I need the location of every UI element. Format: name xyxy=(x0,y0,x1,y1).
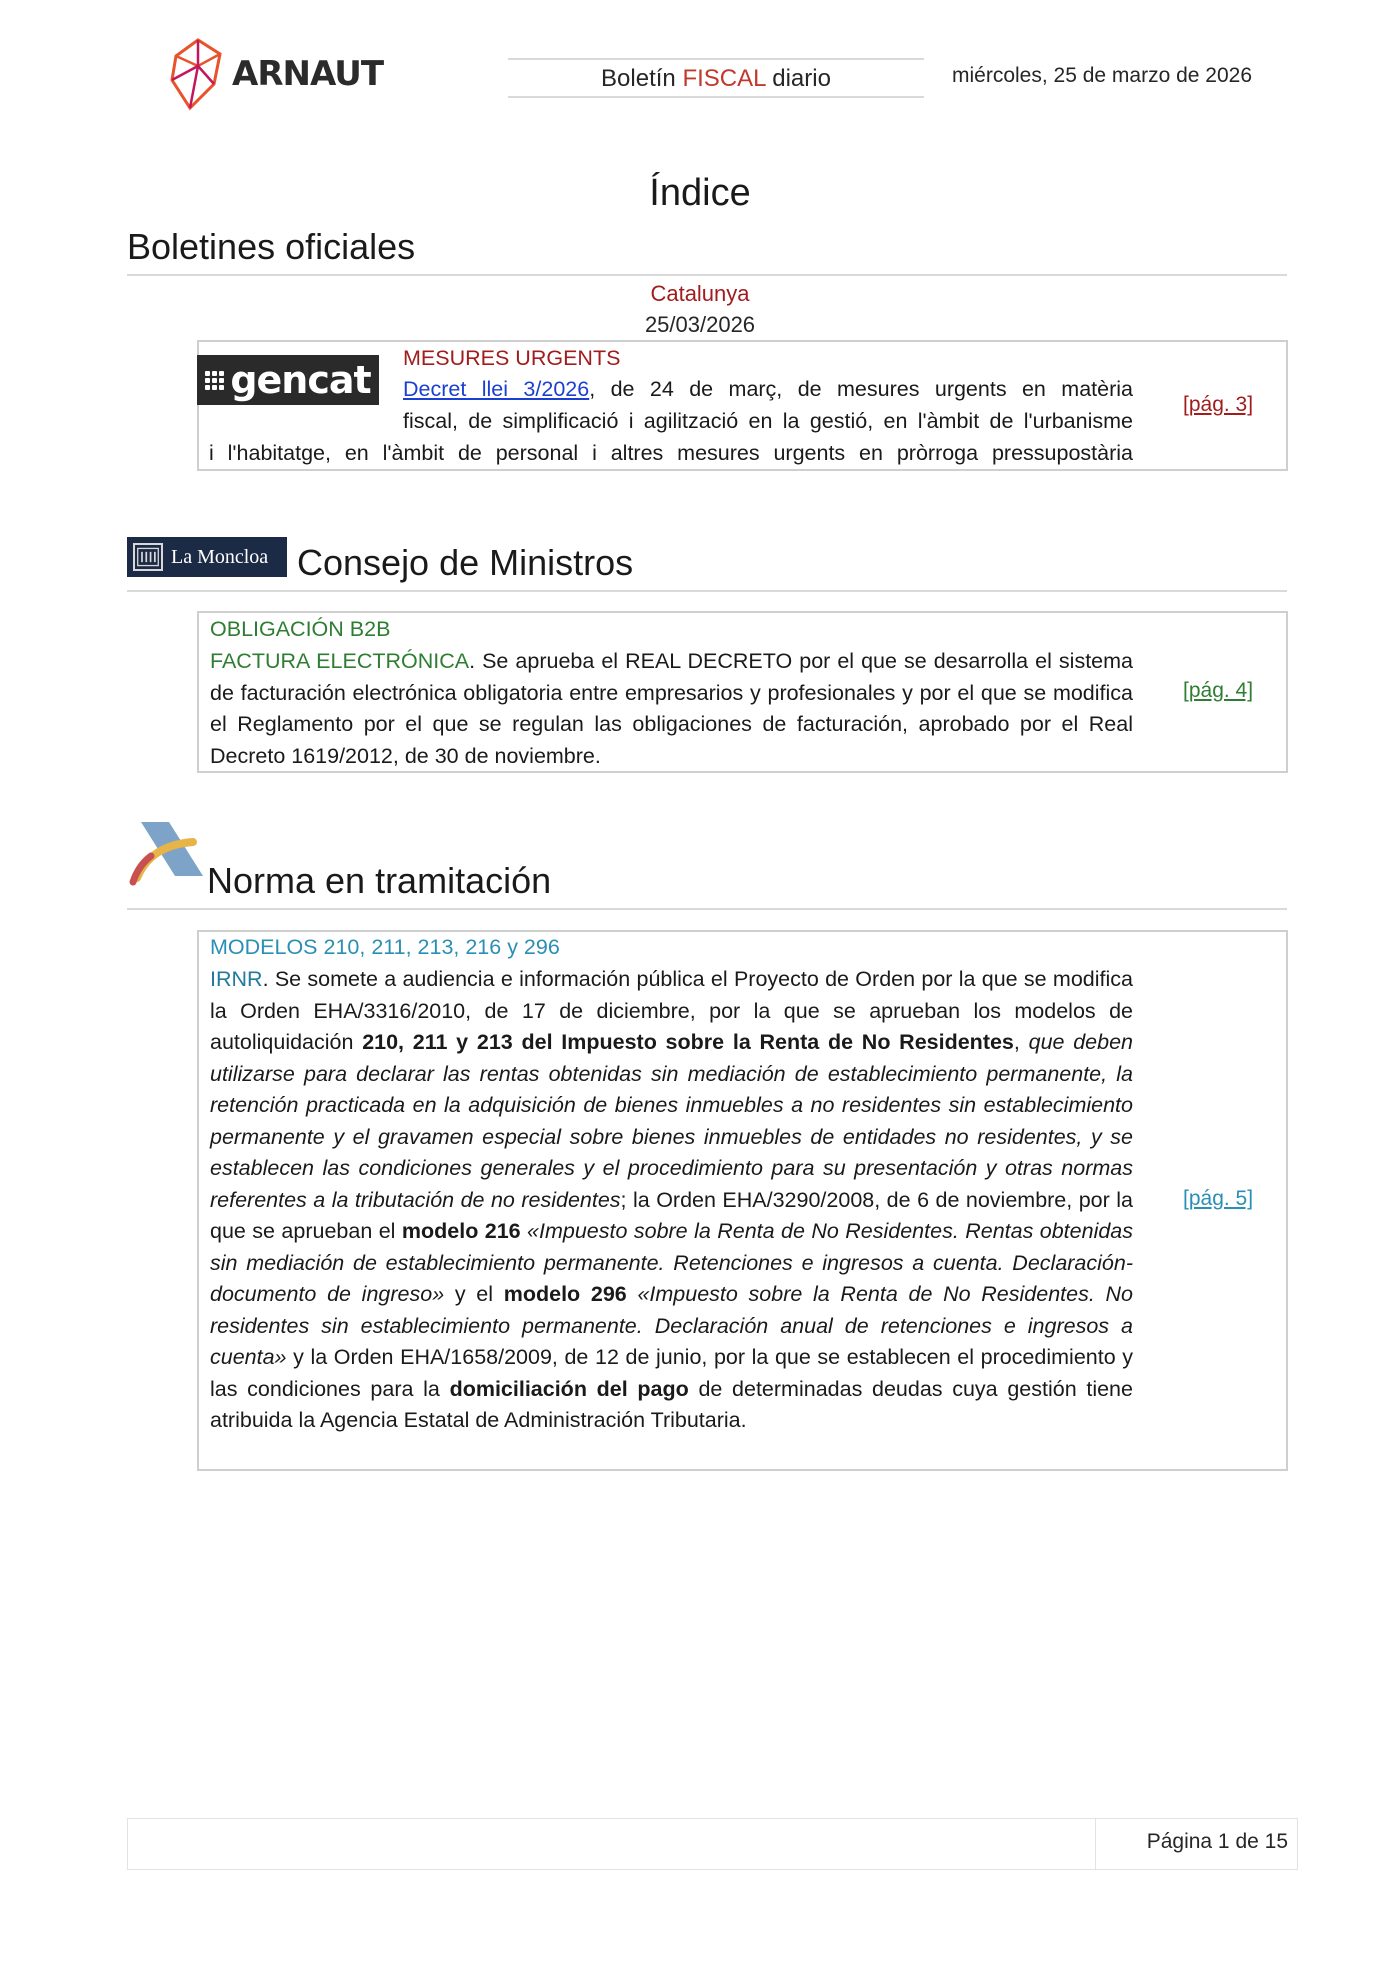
section-divider xyxy=(127,274,1287,276)
section-title-consejo: Consejo de Ministros xyxy=(297,542,634,583)
bulletin-title xyxy=(508,58,924,98)
entry-text xyxy=(210,646,1133,772)
entry-body-5: y la Orden EHA/1658/2009, de 12 de junio, por la que se establecen el procedimiento y las condiciones para la xyxy=(210,1345,1133,1401)
building-icon xyxy=(133,543,163,571)
bulletin-title-part2: diario xyxy=(765,65,831,92)
moncloa-logo xyxy=(127,537,287,577)
entry-line3: i l'habitatge, en l'àmbit de personal i altres mesures urgents en pròrroga pressupostària xyxy=(209,441,1133,465)
entry-italic-1: que deben utilizarse para declarar las rentas obtenidas sin mediación de establecimiento permanente, la retención practicada en la adquisición de bienes inmuebles a no residentes sin establecimiento permanente y el gravamen especial sobre bienes inmuebles de entidades no residentes, y se establecen las condiciones generales y el procedimiento para su presentación y otras normas referentes a la tributación de no residentes xyxy=(210,1030,1134,1212)
page-ref-link[interactable]: [pág. 4] xyxy=(1183,679,1254,702)
arnaut-logo xyxy=(168,36,408,112)
page-ref-link[interactable]: [pág. 3] xyxy=(1183,393,1254,416)
logo-text: ARNAUT xyxy=(232,54,384,94)
agencia-tributaria-logo xyxy=(127,818,207,890)
entry-body-4: y el xyxy=(444,1282,504,1306)
moncloa-logo-text: La Moncloa xyxy=(171,545,269,568)
header-date: miércoles, 25 de marzo de 2026 xyxy=(952,64,1252,87)
page-ref-link[interactable]: [pág. 5] xyxy=(1183,1187,1254,1210)
entry-text xyxy=(210,964,1133,1437)
section-divider xyxy=(127,590,1287,592)
entry-italic-2: «Impuesto sobre la Renta de No Residentes. Rentas obtenidas sin mediación de establecimiento permanente. Retenciones e ingresos a cuenta. Declaración-documento de ingreso» xyxy=(210,1219,1134,1306)
entry-tag: OBLIGACIÓN B2B xyxy=(210,617,391,641)
entry-line1-text: , de 24 de març, de mesures urgents en matèria xyxy=(589,377,1133,401)
entry-tag: MODELOS 210, 211, 213, 216 y 296 xyxy=(210,935,560,959)
entry-subtag: FACTURA ELECTRÓNICA xyxy=(210,649,470,673)
page-number: Página 1 de 15 xyxy=(1146,1830,1288,1853)
section-title-norma: Norma en tramitación xyxy=(207,860,552,901)
entry-body-2: , xyxy=(1013,1030,1029,1054)
entry-bold-2: modelo 216 xyxy=(401,1219,521,1243)
entry-bold-1: 210, 211 y 213 del Impuesto sobre la Renta de No Residentes xyxy=(362,1030,1014,1054)
decret-link[interactable]: Decret llei 3/2026 xyxy=(403,377,590,401)
index-title: Índice xyxy=(649,172,751,214)
bulletin-title-part1: Boletín xyxy=(601,65,683,92)
entry-line xyxy=(403,374,1133,406)
entry-line2: fiscal, de simplificació i agilització en la gestió, en l'àmbit de l'urbanisme xyxy=(403,409,1133,433)
entry-bold-3: modelo 296 xyxy=(503,1282,627,1306)
entry-body: . Se aprueba el REAL DECRETO por el que se desarrolla el sistema de facturación electrónica obligatoria entre empresarios y profesionales y por el que se modifica el Reglamento por el que se regulan las obligaciones de facturación, aprobado por el Real Decreto 1619/2012, de 30 de noviembre. xyxy=(210,649,1133,768)
entry-body-3: ; la Orden EHA/3290/2008, de 6 de noviembre, por la que se aprueban el xyxy=(210,1187,1133,1243)
gencat-logo-text: gencat xyxy=(230,358,371,402)
arnaut-logo-icon xyxy=(168,36,230,112)
footer-divider xyxy=(1095,1818,1096,1870)
entry-bold-4: domiciliación del pago xyxy=(449,1376,689,1401)
entry-subtag: IRNR xyxy=(210,967,263,991)
bulletin-date: 25/03/2026 xyxy=(644,312,756,337)
section-title-boletines: Boletines oficiales xyxy=(127,226,416,267)
region-label: Catalunya xyxy=(650,281,750,306)
bulletin-title-accent: FISCAL xyxy=(682,65,766,92)
entry-italic-3: «Impuesto sobre la Renta de No Residentes. No residentes sin establecimiento permanente. Declaración anual de retenciones e ingresos a cuenta» xyxy=(210,1282,1133,1369)
entry-body-1: . Se somete a audiencia e información pública el Proyecto de Orden por la que se modifica la Orden EHA/3316/2010, de 17 de diciembre, por la que se aprueban los modelos de autoliquidación xyxy=(210,967,1133,1054)
gencat-logo xyxy=(197,355,379,405)
entry-tag: MESURES URGENTS xyxy=(403,346,621,370)
section-divider xyxy=(127,908,1287,910)
entry-body-6: de determinadas deudas cuya gestión tiene atribuida la Agencia Estatal de Administración Tributaria. xyxy=(210,1376,1133,1432)
gencat-dots-icon xyxy=(205,371,224,390)
